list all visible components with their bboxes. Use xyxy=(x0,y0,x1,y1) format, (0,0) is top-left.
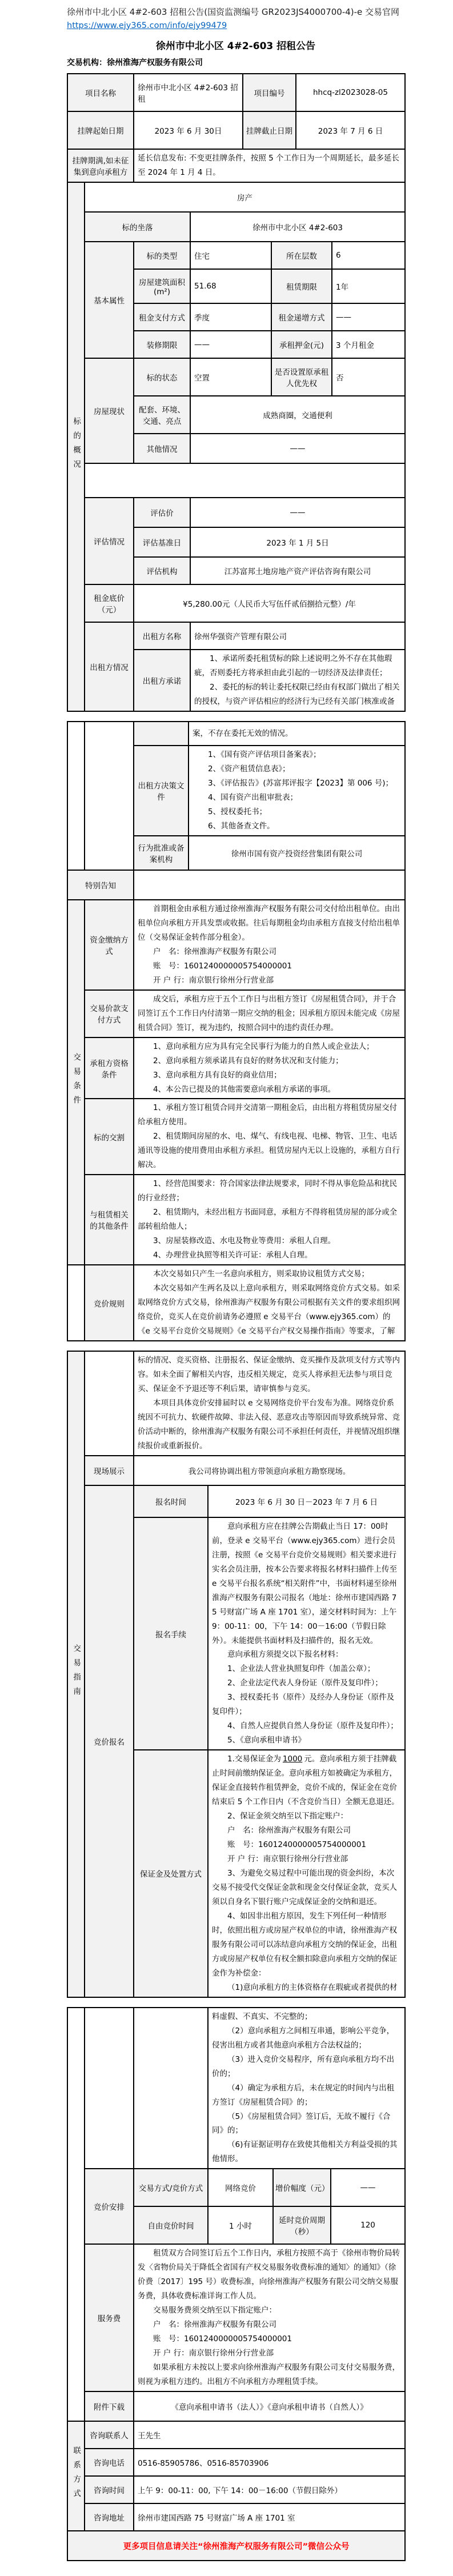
asset-type-label: 标的类型 xyxy=(134,242,190,269)
approval-org-value: 徐州市国有资产投资经营集团有限公司 xyxy=(189,836,405,870)
environment-label: 配套、环境、交通、亮点 xyxy=(134,396,190,434)
asset-category-header: 房产 xyxy=(85,182,405,212)
listing-end-value: 2023 年 7 月 6 日 xyxy=(296,111,405,149)
contact-time-label: 咨询时间 xyxy=(85,2476,134,2503)
trade-mode-label: 交易方式/竞价方式 xyxy=(134,2169,208,2206)
table-row xyxy=(67,2008,405,2169)
table-row xyxy=(67,182,405,212)
priority-label: 是否设置原承租人优先权 xyxy=(271,358,332,396)
table-row xyxy=(67,900,405,990)
eval-date-value: 2023 年 1 月 5日 xyxy=(190,527,405,557)
project-no-label: 项目编号 xyxy=(243,74,296,111)
page-title: 徐州市中北小区 4#2-603 招租公告(国资监测编号 GR2023JS4000700-4)-e 交易官网 xyxy=(67,7,400,17)
table-row xyxy=(67,149,405,182)
project-name-label: 项目名称 xyxy=(67,74,134,111)
table-row xyxy=(67,584,405,622)
contact-phone-label: 咨询电话 xyxy=(85,2449,134,2476)
delivery-label: 标的交割 xyxy=(85,1099,134,1175)
table-row xyxy=(67,1037,405,1099)
service-fee-value: 租赁双方合同签订后五个工作日内，承租方按照不高于《徐州市物价局转发〈省物价局关于降低全省国有产权交易服务收费标准的通知〉的通知》（徐价费〔2017〕195 号）收费标准，向徐州淮海产权服务有限公司交纳交易服务费，具体收费标准详询工作人员。 交易服务费须交纳至以下指定账户： 户 名：徐州淮海产权服务有限公司 账 号：1601240000005754000001 开 户 行：南京银行徐州分行营业部 如果承租方未按以上要求向徐州淮海产权服务有限公司支付交易服务费，则视为承租方违约。出租方不向承租方办理租赁手续。 xyxy=(134,2244,405,2391)
margin-label: 保证金及处置方式 xyxy=(134,1750,208,1997)
table-row xyxy=(67,1099,405,1175)
lessor-promise-value: 1、承诺所委托租赁标的除上述说明之外不存在其他瑕疵，否则委托方将承担由此引起的一切经济及法律责任； 2、委托的标的转让委托权限已经由有权部门做出了相关的授权，与资产评估相应的经济行为已经有关部门核准或备 xyxy=(190,650,405,711)
increment-value: —— xyxy=(331,2169,405,2206)
price-payment-value: 成交后，承租方应于五个工作日与出租方签订《房屋租赁合同》，并于合同签订五个工作日内付清第一期应交纳的租金；因承租方原因未能完成《房屋租赁合同》签订，视为违约，按照合同中的违约责任办理。 xyxy=(134,990,405,1037)
margin-value: 1.交易保证金为 1000 元。意向承租方须于挂牌截止时间前缴纳保证金。意向承租方如被确定为承租方，保证金直接转作租赁押金，竞价不成的，保证金在竞价结束后 5 个工作日内（不含竞价当日）全额无息退还。 2、保证金须交纳至以下指定账户： 户 名：徐州淮海产权服务有限公司 账 号：1601240000005754000001 开 户 行：南京银行徐州分行营业部 3、为避免交易过程中可能出现的资金纠纷，本次交易不接受代交保证金款和现金交付保证金款，竞买人须以自身名下银行账户完成保证金的交纳和退还。 4、如因非出租方原因，发生下列任何一种情形时，依照出租方或房屋产权单位的申请，徐州淮海产权服务有限公司可以冻结意向承租方交纳的保证金，出租方或房屋产权单位有权全额扣除意向承租方交纳的保证金作为补偿金： （1)意向承租方的主体资格存在瑕疵或者提供的材 xyxy=(208,1750,405,1997)
escalation-value: —— xyxy=(332,303,405,331)
table-row xyxy=(67,2421,405,2449)
table-row xyxy=(67,1265,405,1341)
delay-cycle-label: 延时竞价周期（秒） xyxy=(273,2206,331,2244)
table-row xyxy=(67,990,405,1037)
bid-arrangement-label: 竞价安排 xyxy=(85,2169,134,2244)
fund-payment-value: 首期租金由承租方通过徐州淮海产权服务有限公司交付给出租单位。由出租单位向承租方开具发票或收据。往后每期租金均由承租方直接支付给出租单位（交易保证金转作部分租金）。 户 名：徐州淮海产权服务有限公司 账 号：1601240000005754000001 开 户 行：南京银行徐州分行营业部 xyxy=(134,900,405,990)
eval-org-label: 评估机构 xyxy=(134,557,190,584)
agency-line: 交易机构：徐州淮海产权服务有限公司 xyxy=(67,58,203,68)
project-name-value: 徐州市中北小区 4#2-603 招租 xyxy=(134,74,243,111)
free-bid-time-value: 1 小时 xyxy=(208,2206,273,2244)
special-notice-label: 特别告知 xyxy=(67,870,134,900)
signup-time-value: 2023 年 6 月 30 日－2023 年 7 月 6 日 xyxy=(208,1485,405,1517)
contact-person-value: 王先生 xyxy=(134,2421,405,2449)
promise-continuation-cell xyxy=(134,722,189,746)
extend-label: 挂牌期满,如未征集到意向承租方 xyxy=(67,149,134,182)
decision-files-value: 1、《国有资产评估项目备案表》； 2、《资产租赁信息表》； 3、《评估报告》(苏富邦评报字【2023】第 006 号)； 4、国有资产出租审批表； 5、授权委托书； 6、其他备查文件。 xyxy=(189,746,405,836)
listing-end-label: 挂牌截止日期 xyxy=(243,111,296,149)
qualification-label: 承租方资格条件 xyxy=(85,1037,134,1099)
escalation-label: 租金递增方式 xyxy=(271,303,332,331)
other-cond-value: —— xyxy=(190,434,405,463)
area-label: 房屋建筑面积(m²) xyxy=(134,269,190,303)
table-row xyxy=(67,463,405,498)
eval-price-label: 评估价 xyxy=(134,498,190,527)
lease-term-label: 租赁期限 xyxy=(271,269,332,303)
margin-cases-continuation: 料虚假、不真实、不完整的； （2）意向承租方之间相互串通，影响公平竞争，侵害出租方或者其他意向承租方合法权益的； （3）进入竞价交易程序，所有意向承租方均不出价的； （4）确定为承租方后，未在规定的时间内与出租方签订《房屋租赁合同》的； （5）《房屋租赁合同》签订后，无故不履行《合同》的； （6)有证据证明存在致使其他相关方利益受损的其他情形。 xyxy=(208,2008,405,2169)
table-row xyxy=(67,498,405,527)
lessor-group-continuation-cell xyxy=(85,722,134,870)
lessor-group-label: 出租方情况 xyxy=(85,622,134,711)
current-state-label: 房屋现状 xyxy=(85,358,134,463)
table-row xyxy=(67,1456,405,1485)
signup-continuation-cell xyxy=(85,2008,134,2169)
lessor-name-value: 徐州华强资产管理有限公司 xyxy=(190,622,405,650)
location-label: 标的坐落 xyxy=(85,212,190,242)
lessor-promise-label: 出租方承诺 xyxy=(134,650,190,711)
section-continuation-cell xyxy=(67,722,85,870)
lease-term-value: 1年 xyxy=(332,269,405,303)
extend-value: 延长信息发布: 不变更挂牌条件，按照 5 个工作日为一个周期延长，最多延长至 2024 年 1 月 4 日。 xyxy=(134,149,405,182)
guide-section-placeholder xyxy=(67,1265,85,1341)
decoration-label: 装修期限 xyxy=(134,331,190,358)
table-row xyxy=(67,722,405,746)
table-row xyxy=(67,242,405,269)
eval-date-label: 评估基准日 xyxy=(134,527,190,557)
floor-price-value: ¥5,280.00元（人民币大写伍仟贰佰捌拾元整）/年 xyxy=(134,584,405,622)
asset-type-value: 住宅 xyxy=(190,242,271,269)
section-label-contact: 联系方式 xyxy=(67,2421,85,2531)
table-row xyxy=(67,358,405,396)
eval-org-value: 江苏富邦土地房地产资产评估咨询有限公司 xyxy=(190,557,405,584)
margin-amount: 1000 xyxy=(282,1754,303,1764)
evaluation-label: 评估情况 xyxy=(85,498,134,584)
signup-time-label: 报名时间 xyxy=(134,1485,208,1517)
contact-address-label: 咨询地址 xyxy=(85,2503,134,2531)
table-row xyxy=(67,2391,405,2421)
overview-continuation-table xyxy=(67,721,406,1341)
status-value: 空置 xyxy=(190,358,271,396)
lessor-promise-continuation: 案，不存在委托无效的情况。 xyxy=(189,722,405,746)
contact-phone-value: 0516-85905786、0516-85703906 xyxy=(134,2449,405,2476)
service-fee-label: 服务费 xyxy=(85,2244,134,2391)
section-label-trade-conditions: 交易条件 xyxy=(67,900,85,1265)
table-row xyxy=(67,1175,405,1265)
project-info-table xyxy=(67,73,406,183)
table-row xyxy=(67,1485,405,1517)
location-value: 徐州市中北小区 4#2-603 xyxy=(190,212,405,242)
listing-start-value: 2023 年 6 月 30日 xyxy=(134,111,243,149)
floor-price-label: 租金底价（元） xyxy=(85,584,134,622)
contact-address-value: 徐州市建国西路 75 号财富广场 A 座 1701 室 xyxy=(134,2503,405,2531)
environment-value: 成熟商圈，交通便利 xyxy=(190,396,405,434)
trade-guide-table xyxy=(67,1351,406,1998)
attachment-value[interactable]: 《意向承租申请书（法人）》《意向承租申请书（自然人）》 xyxy=(134,2391,405,2421)
table-row xyxy=(67,2503,405,2531)
rent-pay-label: 租金支付方式 xyxy=(134,303,190,331)
fund-payment-label: 资金缴纳方式 xyxy=(85,900,134,990)
contact-person-label: 咨询联系人 xyxy=(85,2421,134,2449)
deposit-label: 承租押金(元) xyxy=(271,331,332,358)
target-overview-table xyxy=(67,182,406,712)
table-row xyxy=(67,622,405,650)
site-show-label: 现场展示 xyxy=(85,1456,134,1485)
deposit-value: 3 个月租金 xyxy=(332,331,405,358)
table-row xyxy=(67,2449,405,2476)
free-bid-time-label: 自由竞价时间 xyxy=(134,2206,208,2244)
table-row xyxy=(67,1351,405,1456)
announcement-heading: 徐州市中北小区 4#2-603 招租公告 xyxy=(155,41,316,53)
lessor-name-label: 出租方名称 xyxy=(134,622,190,650)
qualification-value: 1、意向承租方应为具有完全民事行为能力的自然人或企业法人； 2、意向承租方须承诺具有良好的财务状况和支付能力； 3、意向承租方具有良好的商业信用； 4、本公告已提及的其他需要意向承租方承诺的事项。 xyxy=(134,1037,405,1099)
bid-rule-value: 本次交易如只产生一名意向承租方，则采取协议租赁方式交易； 本次交易如产生两名及以上意向承租方，则采取网络竞价方式交易。如采取网络竞价方式交易，徐州淮海产权服务有限公司根据有关文件的要求组织网络竞价，竞买人在竞价前请务必遵照 e 交易平台（www.ejy365.com）的《e 交易平台竞价交易规则》《e 交易平台产权交易操作指南》等要求，了解 xyxy=(134,1265,405,1341)
status-label: 标的状态 xyxy=(134,358,190,396)
section-label-trade-guide: 交易指南 xyxy=(67,1351,85,1997)
listing-start-label: 挂牌起始日期 xyxy=(67,111,134,149)
project-no-value: hhcq-zl2023028-05 xyxy=(296,74,405,111)
table-row xyxy=(67,2244,405,2391)
priority-value: 否 xyxy=(332,358,405,396)
area-value: 51.68 xyxy=(190,269,271,303)
spacer-cell xyxy=(85,463,405,498)
floor-value: 6 xyxy=(332,242,405,269)
table-row xyxy=(67,870,405,900)
floor-label: 所在层数 xyxy=(271,242,332,269)
special-notice-value xyxy=(134,870,405,900)
lease-other-conditions-value: 1、经营范围要求：符合国家法律法规要求，同时不得从事危险品和扰民的行业经营； 2、租赁期内，未经出租方书面同意，承租方不得将租赁房屋的部分或全部转租给他人； 3、房屋装修改造、水电及物业等费用：承租人自理。 4、办理营业执照等相关许可证：承租人自理。 xyxy=(134,1175,405,1265)
table-row xyxy=(67,111,405,149)
bid-rule-continuation-cell xyxy=(85,1351,134,1456)
contact-time-value: 上午 9：00-11：00, 下午 14：00－16:00（节假日除外） xyxy=(134,2476,405,2503)
decoration-value: —— xyxy=(190,331,271,358)
trade-mode-value: 网络竞价 xyxy=(208,2169,273,2206)
table-row xyxy=(67,212,405,242)
bid-rule-label: 竞价规则 xyxy=(85,1265,134,1341)
signup-group-label: 竞价报名 xyxy=(85,1485,134,1997)
attachment-label: 附件下载 xyxy=(85,2391,134,2421)
margin-continuation-cell xyxy=(134,2008,208,2169)
site-show-value: 我公司将协调出租方带领意向承租方勘察现场。 xyxy=(134,1456,405,1485)
basic-attrs-label: 基本属性 xyxy=(85,242,134,358)
signup-procedure-label: 报名手续 xyxy=(134,1517,208,1750)
approval-org-label: 行为批准或备案机构 xyxy=(134,836,189,870)
lease-other-conditions-label: 与租赁相关的其他条件 xyxy=(85,1175,134,1265)
eval-price-value: —— xyxy=(190,498,405,527)
price-payment-label: 交易价款支付方式 xyxy=(85,990,134,1037)
section-label-target-overview: 标的概况 xyxy=(67,182,85,711)
rent-pay-value: 季度 xyxy=(190,303,271,331)
announcement-link[interactable]: https://www.ejy365.com/info/ejy99479 xyxy=(67,21,227,30)
table-row xyxy=(67,74,405,111)
signup-procedure-value: 意向承租方应在挂牌公告期截止当日 17：00时前，登录 e 交易平台（www.ejy365.com）进行会员注册，按照《e 交易平台竞价交易规则》相关要求进行实名会员注册，按本公告要求将报名材料扫描件上传至 e 交易平台报名系统“相关附件”中，书面材料递至徐州淮海产权服务有限公司报名（地址：徐州市建国西路 75 号财富广场 A 座 1701 室），递交材料时间为：上午 9：00-11：00，下午 14：00－16:00（节假日除外）。未能提供书面材料及扫描件的，报名无效。 意向承租方须提交以下报名材料： 1、企业法人营业执照复印件（加盖公章）； 2、企业法定代表人身份证（原件及复印件）； 3、授权委托书（原件）及经办人身份证（原件及复印件）； 4、自然人应提供自然人身份证（原件及复印件）； 5、《意向承租申请书》 xyxy=(208,1517,405,1750)
decision-files-label: 出租方决策文件 xyxy=(134,746,189,836)
delay-cycle-value: 120 xyxy=(331,2206,405,2244)
guide-section-continuation-cell xyxy=(67,2008,85,2421)
increment-label: 增价幅度（元） xyxy=(273,2169,331,2206)
wechat-notice: 更多项目信息请关注“徐州淮海产权服务有限公司”微信公众号 xyxy=(67,2531,405,2561)
table-row xyxy=(67,2531,405,2561)
guide-continuation-table xyxy=(67,2007,406,2561)
delivery-value: 1、承租方签订租赁合同并交清第一期租金后，由出租方将租赁房屋交付给承租方使用。 2、租赁期间房屋的水、电、煤气、有线电视、电梯、物管、卫生、电话通讯等设施的使用费用由承租方承担。租赁房屋内无以上设施的，承租方自行解决。 xyxy=(134,1099,405,1175)
table-row xyxy=(67,2169,405,2206)
bid-rule-continuation: 标的情况、竞买资格、注册报名、保证金缴纳、竞买操作及款项支付方式等内容。如未全面了解相关内容，违反相关规定，竞买人将承担无法参与项目竞买、保证金不予退还等不利后果，请审慎参与竞买。 本项目具体竞价安排届时以 e 交易网络竞价平台发布为准。网络竞价系统因不可抗力、软硬件故障、非法入侵、恶意攻击等原因而导致系统异常、竞价活动中断的，徐州淮海产权服务有限公司不承担任何责任，并视情况组织继续报价或重新报价。 xyxy=(134,1351,405,1456)
other-cond-label: 其他情况 xyxy=(134,434,190,463)
table-row xyxy=(67,2476,405,2503)
